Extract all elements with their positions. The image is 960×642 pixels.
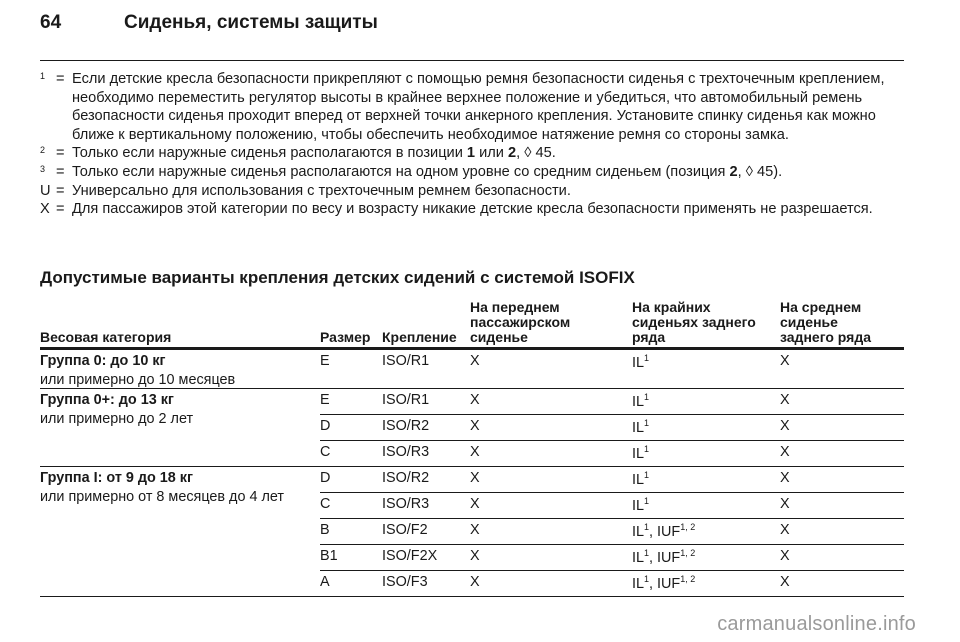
footnote-text: Если детские кресла безопасности прикрепляют с помощью ремня безопасности сиденья с трехточечным креплением, необходимо переместить регулятор высоты в крайнее верхнее положение и убедиться, что автомобильный ремень безопасности сиденья проходит вперед от верхней точки анкерного крепления. Установите спинку сиденья как можно ближе к вертикальному положению, чтобы обеспечить необходимое натяжение ремня со стороны замка.	[72, 71, 885, 143]
text-run: ,	[737, 163, 746, 180]
fixture-cell: ISO/R3	[382, 496, 430, 512]
outer-seats-cell	[632, 571, 780, 597]
size-cell: E	[320, 392, 330, 408]
outer-seats-cell	[632, 389, 780, 415]
header-line: сиденьях заднего	[632, 314, 756, 330]
header-line: На крайних	[632, 299, 711, 315]
outer-value: IL	[632, 355, 645, 371]
outer-value: IL	[632, 498, 645, 514]
header-outer-seats	[632, 300, 780, 349]
footnote-equals: =	[56, 182, 65, 199]
position-number: 2	[507, 145, 517, 162]
center-seat-cell: X	[780, 496, 790, 512]
footnote-ref: 1	[644, 548, 650, 558]
outer-value: IL	[632, 420, 645, 436]
footnotes	[40, 70, 906, 219]
outer-value-extra: , IUF	[649, 550, 681, 566]
front-seat-cell: X	[470, 418, 480, 434]
size-cell: E	[320, 353, 330, 369]
footnote-equals: =	[56, 201, 65, 218]
size-cell: B	[320, 522, 330, 538]
fixture-cell: ISO/R2	[382, 470, 430, 486]
front-seat-cell: X	[470, 470, 480, 486]
front-seat-cell: X	[470, 548, 480, 564]
footnote-ref: 1	[644, 470, 650, 480]
size-cell: D	[320, 470, 331, 486]
outer-value-extra: , IUF	[649, 576, 681, 592]
footnote-mark: X	[40, 201, 50, 218]
header-line: сиденье	[470, 329, 528, 345]
footnote-ref: 1	[644, 392, 650, 402]
fixture-cell: ISO/R3	[382, 444, 430, 460]
fixture-cell: ISO/R2	[382, 418, 430, 434]
fixture-cell: ISO/R1	[382, 353, 430, 369]
fixture-cell: ISO/F3	[382, 574, 428, 590]
header-line: На переднем	[470, 299, 560, 315]
footnote-u	[40, 182, 906, 201]
group-name: Группа I: от 9 до 18 кг	[40, 470, 193, 486]
group-cell	[40, 467, 320, 597]
page-reference: 45.	[531, 145, 556, 162]
outer-seats-cell	[632, 467, 780, 493]
footnote-ref: 1	[644, 522, 650, 532]
text-run: ,	[516, 145, 525, 162]
footnote-text	[72, 163, 906, 182]
outer-value: IL	[632, 524, 645, 540]
footnote-1	[40, 70, 906, 144]
footnote-equals: =	[56, 145, 65, 162]
center-seat-cell: X	[780, 418, 790, 434]
footnote-ref: 1	[644, 496, 650, 506]
fixture-cell: ISO/F2X	[382, 548, 438, 564]
outer-value: IL	[632, 446, 645, 462]
text-run: Только если наружные сиденья располагаются на одном уровне со средним сиденьем (позиция	[72, 163, 730, 180]
header-size: Размер	[320, 329, 371, 345]
front-seat-cell: X	[470, 353, 480, 369]
outer-seats-cell	[632, 441, 780, 467]
footnote-ref: 1	[644, 418, 650, 428]
isofix-table	[40, 300, 904, 597]
header-front-seat	[470, 300, 632, 349]
footnote-3	[40, 163, 906, 182]
outer-seats-cell	[632, 493, 780, 519]
outer-seats-cell	[632, 415, 780, 441]
text-run: или	[475, 145, 508, 162]
outer-value: IL	[632, 472, 645, 488]
header-line: пассажирском	[470, 314, 571, 330]
front-seat-cell: X	[470, 444, 480, 460]
header-weight: Весовая категория	[40, 329, 172, 345]
size-cell: D	[320, 418, 331, 434]
footnote-ref: 1, 2	[680, 548, 696, 558]
group-age: или примерно от 8 месяцев до 4 лет	[40, 489, 284, 505]
page-reference-icon: ◊	[745, 163, 753, 180]
outer-seats-cell	[632, 545, 780, 571]
page-reference: 45).	[752, 163, 783, 180]
header-center-seat	[780, 300, 904, 349]
front-seat-cell: X	[470, 574, 480, 590]
center-seat-cell: X	[780, 574, 790, 590]
page-reference-icon: ◊	[524, 145, 532, 162]
header-line: сиденье	[780, 314, 838, 330]
size-cell: A	[320, 574, 330, 590]
footnote-ref: 1, 2	[680, 574, 696, 584]
front-seat-cell: X	[470, 522, 480, 538]
footnote-mark: 1	[40, 71, 46, 81]
center-seat-cell: X	[780, 353, 790, 369]
table-row	[40, 389, 904, 415]
center-seat-cell: X	[780, 548, 790, 564]
text-run: Только если наружные сиденья располагаются в позиции	[72, 145, 467, 162]
page-number: 64	[40, 12, 62, 33]
center-seat-cell: X	[780, 392, 790, 408]
center-seat-cell: X	[780, 522, 790, 538]
outer-value: IL	[632, 576, 645, 592]
size-cell: B1	[320, 548, 338, 564]
position-number: 1	[466, 145, 476, 162]
group-cell	[40, 349, 320, 389]
footnote-mark: U	[40, 182, 51, 199]
position-number: 2	[729, 163, 738, 180]
group-age: или примерно до 10 месяцев	[40, 372, 236, 388]
fixture-cell: ISO/F2	[382, 522, 428, 538]
group-name: Группа 0: до 10 кг	[40, 353, 166, 369]
table-header-row	[40, 300, 904, 349]
footnote-equals: =	[56, 163, 65, 180]
footnote-text	[72, 144, 906, 163]
group-name: Группа 0+: до 13 кг	[40, 392, 174, 408]
group-age: или примерно до 2 лет	[40, 411, 194, 427]
size-cell: C	[320, 444, 331, 460]
front-seat-cell: X	[470, 392, 480, 408]
footnote-x	[40, 200, 906, 219]
outer-value-extra: , IUF	[649, 524, 681, 540]
footnote-text: Универсально для использования с трехточечным ремнем безопасности.	[72, 182, 571, 199]
page-header	[40, 12, 378, 34]
outer-value: IL	[632, 550, 645, 566]
group-cell	[40, 389, 320, 467]
footnote-mark: 3	[40, 163, 46, 174]
footnote-text: Для пассажиров этой категории по весу и возрасту никакие детские кресла безопасности применять не разрешается.	[72, 201, 873, 218]
footnote-2	[40, 144, 906, 163]
center-seat-cell: X	[780, 444, 790, 460]
section-title: Допустимые варианты крепления детских сидений с системой ISOFIX	[40, 268, 635, 287]
table-row	[40, 467, 904, 493]
header-divider	[40, 60, 904, 61]
page-title: Сиденья, системы защиты	[124, 12, 378, 33]
header-line: На среднем	[780, 299, 862, 315]
site-watermark: carmanualsonline.info	[717, 613, 916, 635]
front-seat-cell: X	[470, 496, 480, 512]
table-row	[40, 349, 904, 389]
header-fixture: Крепление	[382, 329, 457, 345]
header-line: ряда	[632, 329, 666, 345]
footnote-ref: 1	[644, 444, 650, 454]
footnote-ref: 1	[644, 574, 650, 584]
size-cell: C	[320, 496, 331, 512]
footnote-ref: 1	[644, 353, 650, 363]
outer-seats-cell	[632, 519, 780, 545]
outer-seats-cell	[632, 349, 780, 389]
outer-value: IL	[632, 394, 645, 410]
footnote-mark: 2	[40, 145, 46, 156]
footnote-equals: =	[56, 71, 65, 87]
fixture-cell: ISO/R1	[382, 392, 430, 408]
center-seat-cell: X	[780, 470, 790, 486]
header-line: заднего ряда	[780, 329, 871, 345]
footnote-ref: 1, 2	[680, 522, 696, 532]
